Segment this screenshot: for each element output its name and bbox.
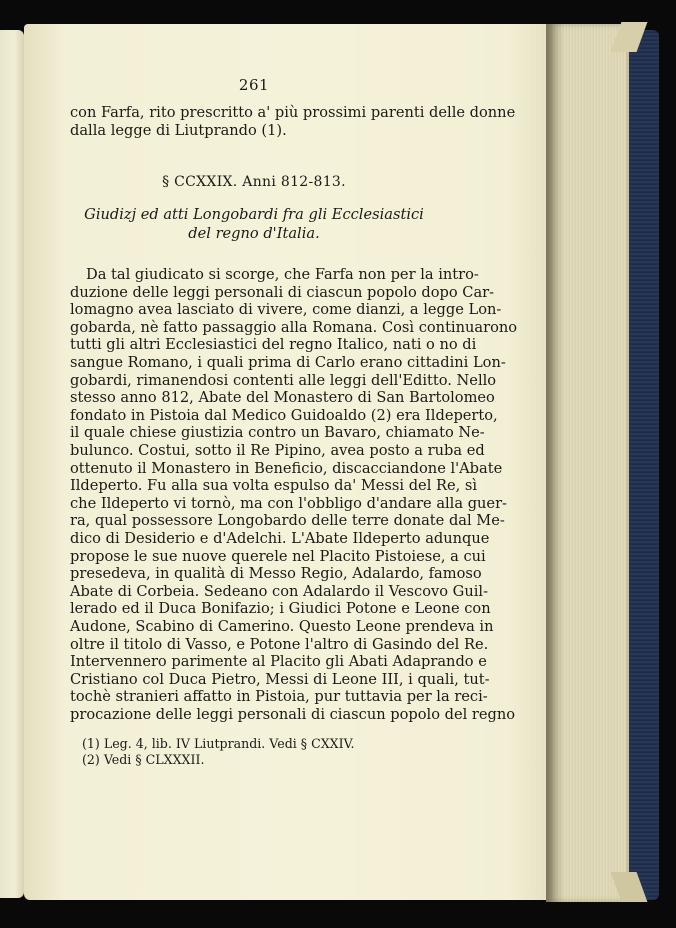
body-line: propose le sue nuove querele nel Placito Pistoiese, a cui (70, 547, 486, 565)
page-stack-shadow (546, 24, 564, 902)
body-line: fondato in Pistoia dal Medico Guidoaldo (2) era Ildeperto, (70, 406, 498, 424)
body-line: tochè stranieri affatto in Pistoia, pur tuttavia per la reci- (70, 688, 488, 706)
body-line: Audone, Scabino di Camerino. Questo Leone prendeva in (70, 618, 494, 635)
page-number: 261 (238, 76, 270, 94)
body-line: Abate di Corbeia. Sedeano con Adalardo il Vescovo Guil- (70, 582, 489, 600)
body-line: oltre il titolo di Vasso, e Potone l'altro di Gasindo del Re. (70, 635, 489, 653)
body-line: tutti gli altri Ecclesiastici del regno Italico, nati o no di (70, 336, 477, 354)
section-subtitle: del regno d'Italia. (188, 225, 320, 242)
intro-line: con Farfa, rito prescritto a' più prossimi parenti delle donne (70, 104, 516, 121)
intro-line: dalla legge di Liutprando (1). (70, 122, 287, 139)
footnote: (2) Vedi § CLXXXII. (82, 752, 205, 767)
body-line: Intervennero parimente al Placito gli Abati Adaprando e (70, 653, 487, 671)
body-line: dico di Desiderio e d'Adelchi. L'Abate Ildeperto adunque (70, 530, 490, 547)
body-line: gobarda, nè fatto passaggio alla Romana. Così continuarono (70, 318, 518, 336)
section-heading: § CCXXIX. Anni 812-813. (162, 174, 346, 190)
section-subtitle: Giudizj ed atti Longobardi fra gli Ecclesiastici (84, 206, 424, 223)
body-line: gobardi, rimanendosi contenti alle leggi dell'Editto. Nello (70, 371, 497, 389)
body-line: duzione delle leggi personali di ciascun popolo dopo Car- (70, 283, 495, 301)
body-line: Ildeperto. Fu alla sua volta espulso da' Messi del Re, sì (70, 477, 478, 495)
body-line: sangue Romano, i quali prima di Carlo erano cittadini Lon- (70, 354, 506, 371)
body-line: lomagno avea lasciato di vivere, come dianzi, a legge Lon- (70, 301, 502, 319)
body-line: ra, qual possessore Longobardo delle terre donate dal Me- (70, 512, 505, 530)
body-line: Cristiano col Duca Pietro, Messi di Leone III, i quali, tut- (70, 670, 490, 688)
body-line: bulunco. Costui, sotto il Re Pipino, avea posto a ruba ed (70, 442, 485, 459)
body-line: che Ildeperto vi tornò, ma con l'obbligo d'andare alla guer- (70, 494, 507, 512)
body-line: lerado ed il Duca Bonifazio; i Giudici Potone e Leone con (70, 600, 491, 618)
previous-page-edge (0, 30, 24, 898)
body-line: procazione delle leggi personali di ciascun popolo del regno (70, 706, 516, 723)
body-line: stesso anno 812, Abate del Monastero di San Bartolomeo (70, 389, 495, 407)
body-line: Da tal giudicato si scorge, che Farfa non per la intro- (86, 266, 479, 283)
body-line: presedeva, in qualità di Messo Regio, Adalardo, famoso (70, 565, 482, 583)
footnote: (1) Leg. 4, lib. IV Liutprandi. Vedi § CXXIV. (82, 736, 355, 751)
book-cover (626, 30, 659, 900)
body-line: il quale chiese giustizia contro un Bavaro, chiamato Ne- (70, 424, 485, 442)
body-line: ottenuto il Monastero in Beneficio, discacciandone l'Abate (70, 459, 503, 477)
